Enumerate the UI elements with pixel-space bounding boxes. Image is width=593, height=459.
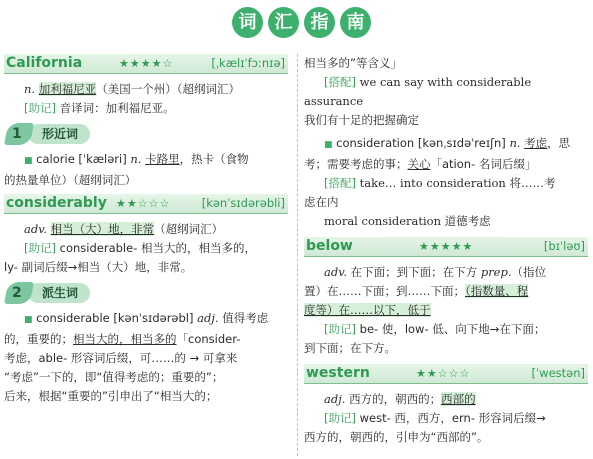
headword: western — [306, 365, 370, 381]
headword: California — [6, 55, 83, 71]
phonetic: [bɪˈləʊ] — [543, 239, 585, 253]
derived-word: ■ consideration [kənˌsɪdəˈreɪʃn] n. 考虑，思 — [324, 136, 571, 150]
collocation: [搭配] we can say with considerable assurance — [304, 75, 532, 108]
page-header — [0, 4, 593, 46]
derived-word-cont: 后来，根据“重要的”引申出了“相当大的； — [4, 389, 218, 403]
collocation-cont: 虑在内 — [304, 195, 339, 209]
title-char-4: 南 — [340, 7, 371, 38]
bullet-icon: ■ — [24, 156, 33, 166]
entry-header-california — [4, 54, 288, 74]
section-badge: 1 — [4, 123, 34, 145]
phonetic: [kənˈsɪdərəbli] — [201, 196, 285, 210]
bullet-icon: ■ — [24, 315, 33, 325]
memo: [助记] west- 西，西方，ern- 形容词后缀→ — [324, 411, 546, 425]
frequency-stars: ★★☆☆☆ — [116, 197, 171, 210]
derived-word: ■ considerable [kənˈsɪdərəbl] adj. 值得考虑 — [24, 311, 269, 325]
memo-cont: 西方的，朝西的，引申为“西部的”。 — [304, 430, 489, 444]
phonetic: [ˈwestən] — [531, 366, 585, 380]
derived-word-cont: 考；需要考虑的事；关心「ation- 名词后缀」 — [304, 157, 537, 171]
headword: below — [306, 238, 353, 254]
frequency-stars: ★★★★★ — [419, 240, 474, 253]
entry-header-below — [304, 237, 588, 257]
derived-word-cont: 的，重要的；相当大的，相当多的「consider- — [4, 332, 241, 346]
section-badge: 2 — [4, 282, 34, 304]
headword: considerably — [6, 195, 107, 211]
title-char-3: 指 — [304, 7, 335, 38]
derived-word-cont: 考虑，able- 形容词后缀，可……的 → 可拿来 — [4, 351, 238, 365]
memo-cont: 到下面；在下方。 — [304, 341, 396, 355]
section-title: 形近词 — [28, 124, 90, 144]
right-column — [304, 54, 588, 447]
entry-header-considerably — [4, 194, 288, 214]
section-derived-words — [4, 281, 288, 305]
derived-word-cont: “考虑”一下的，即“值得考虑的；重要的”； — [4, 370, 224, 384]
bullet-icon: ■ — [324, 140, 333, 150]
memo: [助记] be- 使，low- 低、向下地→在下面； — [324, 322, 546, 336]
title-char-2: 汇 — [268, 7, 299, 38]
definition: adv. 在下面；到下面；在下方 prep.（指位 — [324, 265, 547, 279]
memo: [助记] considerable- 相当大的，相当多的， — [24, 241, 256, 255]
related-word: ■ calorie [ˈkæləri] n. 卡路里，热卡（食物 — [24, 152, 249, 166]
collocation-cn: 我们有十足的把握确定 — [304, 113, 419, 127]
memo-cont: ly- 副词后缀→相当（大）地，非常。 — [4, 260, 193, 274]
collocation: [搭配] take… into consideration 将……考 — [324, 176, 556, 190]
related-word-cont: 的热量单位）（超纲词汇） — [4, 173, 137, 187]
left-column — [4, 54, 288, 406]
definition-cont: 置）在……下面；到……下面；（指数量、程 — [304, 284, 529, 298]
definition-cont: 度等）在……以下，低于 — [304, 303, 431, 317]
definition: n. 加利福尼亚（美国一个州）（超纲词汇） — [24, 82, 240, 96]
definition: adj. 西方的，朝西的；西部的 — [324, 392, 476, 406]
section-similar-words — [4, 122, 288, 146]
title-char-1: 词 — [232, 7, 263, 38]
section-title: 派生词 — [28, 283, 90, 303]
entry-header-western — [304, 364, 588, 384]
continued-text: 相当多的”等含义」 — [304, 56, 402, 70]
frequency-stars: ★★★★☆ — [119, 57, 174, 70]
memo: [助记] 音译词：加利福尼亚。 — [24, 101, 175, 115]
phonetic: [ˌkælɪˈfɔːnɪə] — [211, 56, 285, 70]
frequency-stars: ★★☆☆☆ — [416, 367, 471, 380]
definition: adv. 相当（大）地，非常（超纲词汇） — [24, 222, 224, 236]
column-divider — [297, 54, 298, 456]
collocation-example: moral consideration 道德考虑 — [324, 214, 491, 228]
